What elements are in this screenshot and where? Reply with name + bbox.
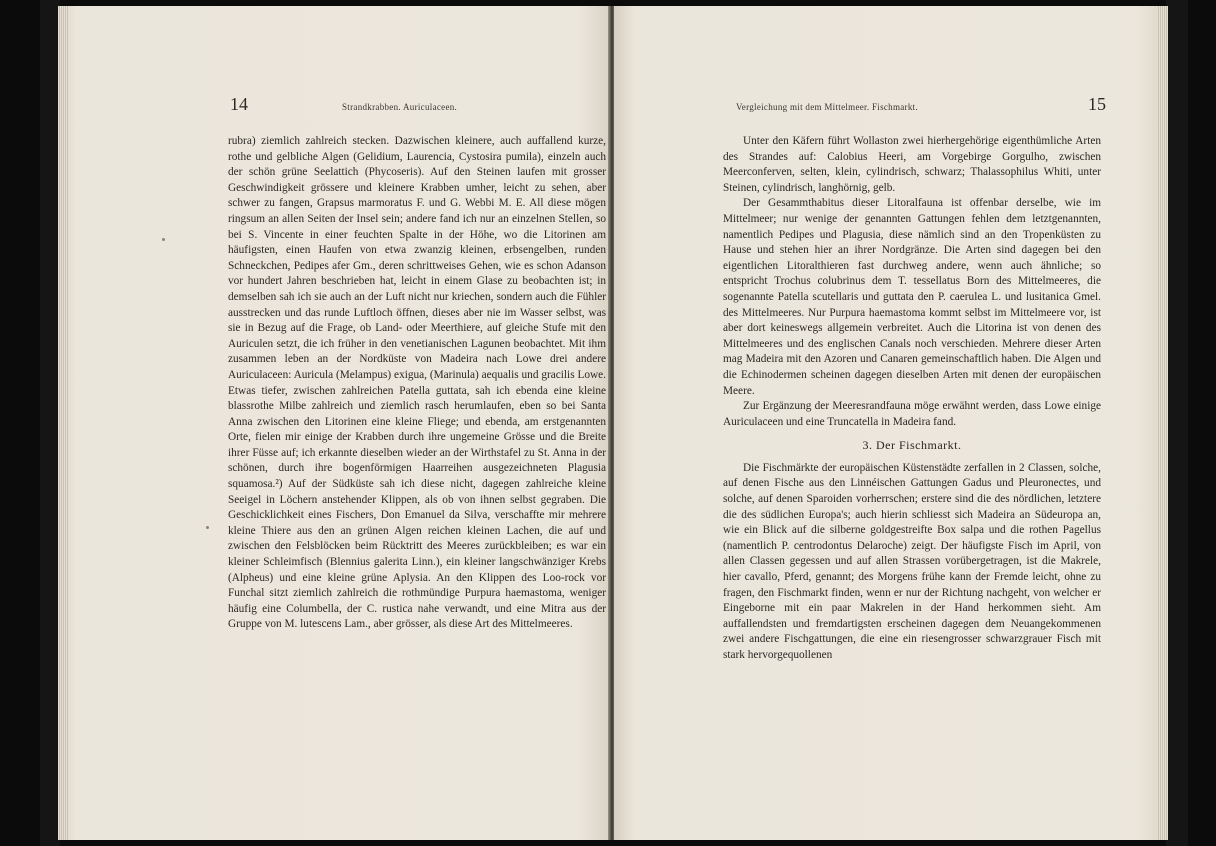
- section-heading: 3. Der Fischmarkt.: [862, 438, 962, 453]
- page-mark: [206, 526, 209, 529]
- open-book: [58, 6, 1168, 840]
- page-mark: [162, 238, 165, 241]
- running-head: Strandkrabben. Auriculaceen.: [342, 102, 458, 112]
- paragraph: Die Fischmärkte der europäischen Küstenstädte zerfallen in 2 Classen, solche, auf denen Fische aus den Linnéischen Gattungen Gadus und Pleuronectes, und solche, auf denen Sparoiden vorherrschen; erstere sind die des nördlichen, letztere die des südlichen Europa's; auch hierin schliesst sich Madeira an Südeuropa an, wie ein Blick auf die silberne goldgestreifte Box salpa und die rothen Pagellus (namentlich P. centrodontus Delaroche) zeigt. Der häufigste Fisch im April, von allen Classen gegessen und auf allen Strassen vorübergetragen, ist die Makrele, hier cavallo, Pferd, genannt; des Morgens frühe kann der Fremde leicht, ohne zu fragen, den Fischmarkt finden, wenn er nur der Richtung nachgeht, von welcher er Eingeborne mit ein paar Makrelen in der Hand herkommen sieht. Am auffallendsten und fremdartigsten erscheinen dagegen dem Neuangekommenen zwei andere Fischgattungen, die eine ein riesengrosser schwarzgrauer Fisch mit stark hervorgequollenen: [723, 461, 1101, 661]
- running-head: Vergleichung mit dem Mittelmeer. Fischmarkt.: [736, 102, 919, 112]
- paragraph: Zur Ergänzung der Meeresrandfauna möge erwähnt werden, dass Lowe einige Auriculaceen und eine Truncatella in Madeira fand.: [723, 400, 1101, 428]
- page-number: 14: [230, 94, 248, 114]
- right-page: [614, 6, 1168, 840]
- left-text-body: [228, 134, 606, 633]
- page-edges: [1158, 6, 1168, 840]
- paragraph: Unter den Käfern führt Wollaston zwei hierhergehörige eigenthümliche Arten des Strandes auf: Calobius Heeri, am Vorgebirge Gorgulho, zwischen Meerconferven, selten, klein, cylindrisch, schwarz; Thalassophilus Whiti, unter Steinen, cylindrisch, langhörnig, gelb.: [723, 135, 1101, 194]
- book-cover-left: [40, 0, 60, 846]
- page-edges: [58, 6, 68, 840]
- book-cover-right: [1166, 0, 1188, 846]
- right-text-body: [723, 134, 1101, 664]
- paragraph: Der Gesammthabitus dieser Litoralfauna ist offenbar derselbe, wie im Mittelmeer; nur wenige der genannten Gattungen fehlen dem letztgenannten, namentlich Pedipes und Plagusia, diese nämlich sind an den Tropenküsten zu Hause und stehen hier an ihrer Nordgränze. Die Arten sind dagegen bei den eigentlichen Litoralthieren fast durchweg andere, wenn auch ähnliche; so entspricht Trochus colubrinus dem T. tessellatus Born des Mittelmeeres, die sogenannte Patella scutellaris und guttata den P. caerulea L. und lusitanica Gmel. des Mittelmeeres. Nur Purpura haemastoma kommt selbst im Mittelmeere vor, ist aber dort keineswegs allgemein verbreitet. Auch die Litorina ist von denen des Mittelmeeres und des englischen Canals noch verschieden. Mehrere dieser Arten mag Madeira mit den Azoren und Canaren gemeinschaftlich haben. Die Algen und die Echinodermen scheinen dagegen dieselben Arten mit denen der europäischen Meere.: [723, 197, 1101, 397]
- page-number: 15: [1088, 94, 1106, 114]
- paragraph: rubra) ziemlich zahlreich stecken. Dazwischen kleinere, auch auffallend kurze, rothe und gelbliche Algen (Gelidium, Laurencia, Cystosira pumila), einzeln auch der schön grüne Seelattich (Phycoseris). Auf den Steinen laufen mit grosser Geschwindigkeit grössere und kleinere Krabben umher, leicht zu sehen, aber schwer zu fangen, Grapsus marmoratus F. und G. Webbi M. E. All diese mögen ringsum an allen Seiten der Insel sein; andere fand ich nur an einzelnen Stellen, so bei S. Vincente in einer feuchten Spalte in der Höhe, wo die Litorinen am häufigsten, einen Haufen von etwa zwanzig kleinen, erbsengelben, runden Schneckchen, Pedipes afer Gm., deren schrittweises Gehen, wie es schon Adanson vor hundert Jahren beschrieben hat, leicht in einem Glase zu beobachten ist; in demselben sah ich sie auch an der Luft nicht nur kriechen, sondern auch die Fühler ausstrecken und das runde Luftloch öffnen, dieses aber nie im Wasser selbst, was sie in Bezug auf die Frage, ob Land- oder Meerthiere, auf gleiche Stufe mit den Auriculen setzt, die ich früher in den venetianischen Lagunen beobachtet. Mit ihm zusammen leben an der Nordküste von Madeira nach Lowe drei andere Auriculaceen: Auricula (Melampus) exigua, (Marinula) aequalis und gracilis Lowe. Etwas tiefer, zwischen zahlreichen Patella guttata, sah ich ebenda eine kleine blassrothe Milbe zahlreich und ziemlich rasch herumlaufen, eben so bei Santa Anna zwischen den Litorinen eine kleine Fliege; und ebenda, am erstgenannten Orte, fielen mir einige der Krabben durch ihre ungemeine Grösse und die Breite ihrer Füsse auf; ich erkannte dieselben wieder an der Wirthstafel zu St. Anna in der schönen, durch ihre bogenförmigen Haarreihen ausgezeichneten Plagusia squamosa.²) Auf der Südküste sah ich diese nicht, dagegen zahlreiche kleine Seeigel in Löchern anstehender Klippen, als ob von ihnen selbst gegraben. Die Geschicklichkeit eines Fischers, Don Emanuel da Silva, verschaffte mir mehrere kleine Thiere aus den an grünen Algen reichen kleinen Lachen, die auf und zwischen den Felsblöcken beim Rücktritt des Meeres zurückbleiben; es war ein kleiner Schleimfisch (Blennius galerita Linn.), ein kleiner langschwänziger Krebs (Alpheus) und eine kleine grüne Aplysia. An den Klippen des Loo-rock vor Funchal sitzt ziemlich zahlreich die rothmündige Purpura haemastoma, weniger häufig eine Columbella, der C. rustica nahe verwandt, und eine Mitra aus der Gruppe von M. lutescens Lam., aber grösser, als diese Art des Mittelmeeres.: [228, 135, 606, 631]
- left-page: [58, 6, 610, 840]
